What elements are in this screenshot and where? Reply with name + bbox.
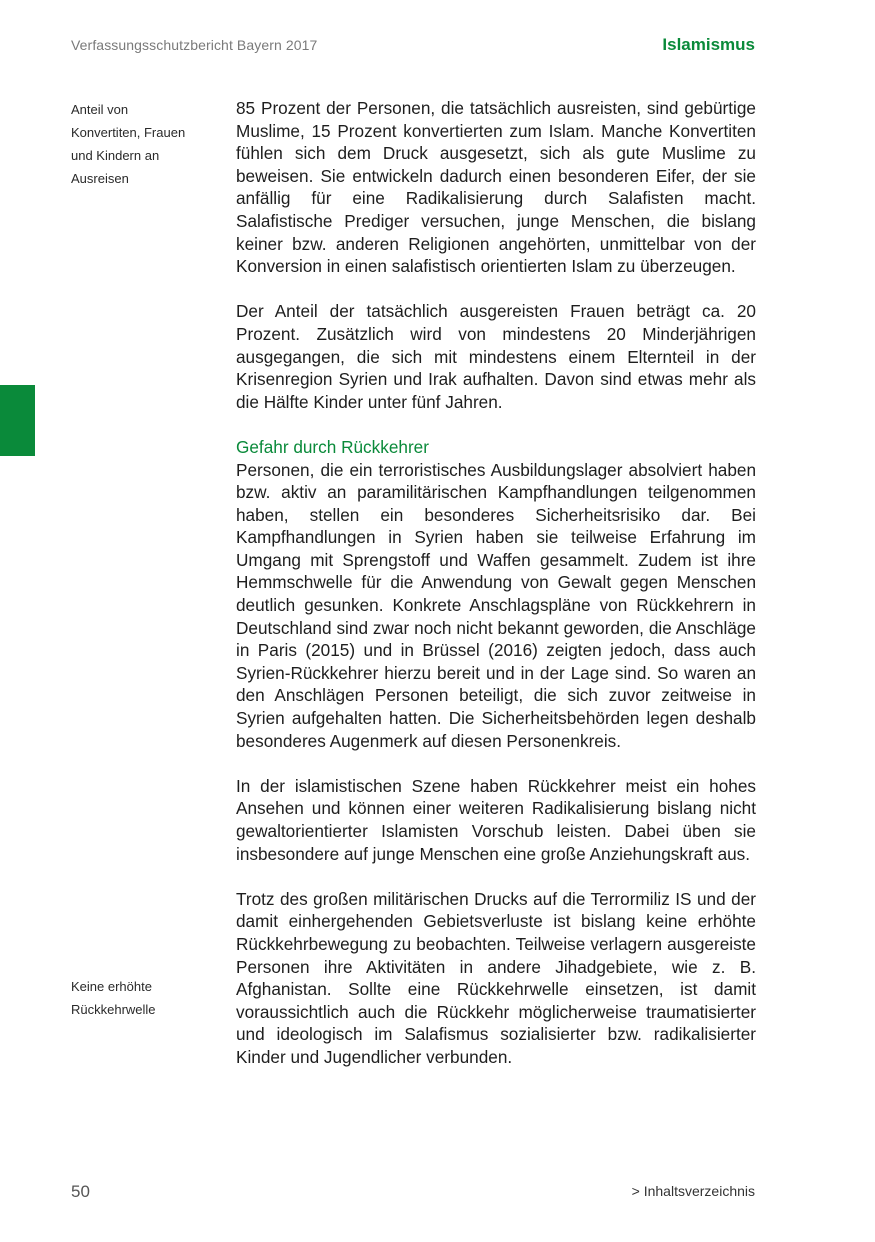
main-text-column bbox=[236, 97, 756, 1091]
chapter-marker-tab bbox=[0, 385, 35, 456]
paragraph-sicherheitsrisiko: Personen, die ein terroristisches Ausbildungslager absolviert haben bzw. aktiv an paramilitärischen Kampfhandlungen teilgenommen haben, stellen ein besonderes Sicherheitsrisiko dar. Bei Kampfhandlungen in Syrien haben sie teilweise Erfahrung im Umgang mit Sprengstoff und Waffen gesammelt. Zudem ist ihre Hemmschwelle für die Anwendung von Gewalt gegen Menschen deutlich gesunken. Konkrete Anschlagspläne von Rückkehrern in Deutschland sind zwar noch nicht bekannt geworden, die Anschläge in Paris (2015) und in Brüssel (2016) zeigten jedoch, dass auch Syrien-Rückkehrer hierzu bereit und in der Lage sind. So waren an den Anschlägen Personen beteiligt, die sich zuvor zeitweise in Syrien aufgehalten hatten. Die Sicherheitsbehörden legen deshalb besonderes Augenmerk auf diesen Personenkreis. bbox=[236, 459, 756, 751]
chapter-title: Islamismus bbox=[662, 35, 755, 54]
paragraph-konvertiten: 85 Prozent der Personen, die tatsächlich ausreisten, sind gebürtige Muslime, 15 Prozent konvertierten zum Islam. Manche Konvertiten fühlen sich dem Druck ausgesetzt, sich als gute Muslime zu beweisen. Sie entwickeln dadurch einen besonderen Eifer, der sie anfällig für eine Radikalisierung durch Salafisten macht. Salafistische Prediger versuchen, junge Menschen, die bislang keiner bzw. anderen Religionen angehörten, unmittelbar von der Konversion in einen salafistisch orientierten Islam zu überzeugen. bbox=[236, 98, 756, 277]
page-number: 50 bbox=[71, 1182, 90, 1201]
paragraph-rueckkehrbewegung: Trotz des großen militärischen Drucks auf die Terrormiliz IS und der damit einhergehenden Gebietsverluste ist bislang keine erhöhte Rückkehrbewegung zu beobachten. Teilweise verlagern ausgereiste Personen ihre Aktivitäten in andere Jihadgebiete, wie z. B. Afghanistan. Sollte eine Rückkehrwelle einsetzen, ist damit voraussichtlich auch die Rückkehr möglicherweise traumatisierter und ideologisch im Salafismus sozialisierter bzw. radikalisierter Kinder und Jugendlicher verbunden. bbox=[236, 888, 756, 1067]
toc-link[interactable]: > Inhaltsverzeichnis bbox=[631, 1183, 755, 1199]
margin-note-konvertiten: Anteil von Konvertiten, Frauen und Kindern an Ausreisen bbox=[71, 102, 186, 186]
paragraph-frauen-kinder: Der Anteil der tatsächlich ausgereisten Frauen beträgt ca. 20 Prozent. Zusätzlich wird von mindestens 20 Minderjährigen ausgegangen, die sich mit mindestens einem Elternteil in der Krisenregion Syrien und Irak aufhalten. Davon sind etwas mehr als die Hälfte Kinder unter fünf Jahren. bbox=[236, 301, 756, 412]
margin-note-rueckkehrwelle: Keine erhöhte Rückkehrwelle bbox=[71, 979, 156, 1017]
paragraph-ansehen: In der islamistischen Szene haben Rückkehrer meist ein hohes Ansehen und können einer weiteren Radikalisierung bislang nicht gewaltorientierter Islamisten Vorschub leisten. Dabei üben sie insbesondere auf junge Menschen eine große Anziehungskraft aus. bbox=[236, 775, 756, 864]
section-heading-rueckkehrer: Gefahr durch Rückkehrer bbox=[236, 436, 429, 457]
running-header-title: Verfassungsschutzbericht Bayern 2017 bbox=[71, 37, 318, 53]
